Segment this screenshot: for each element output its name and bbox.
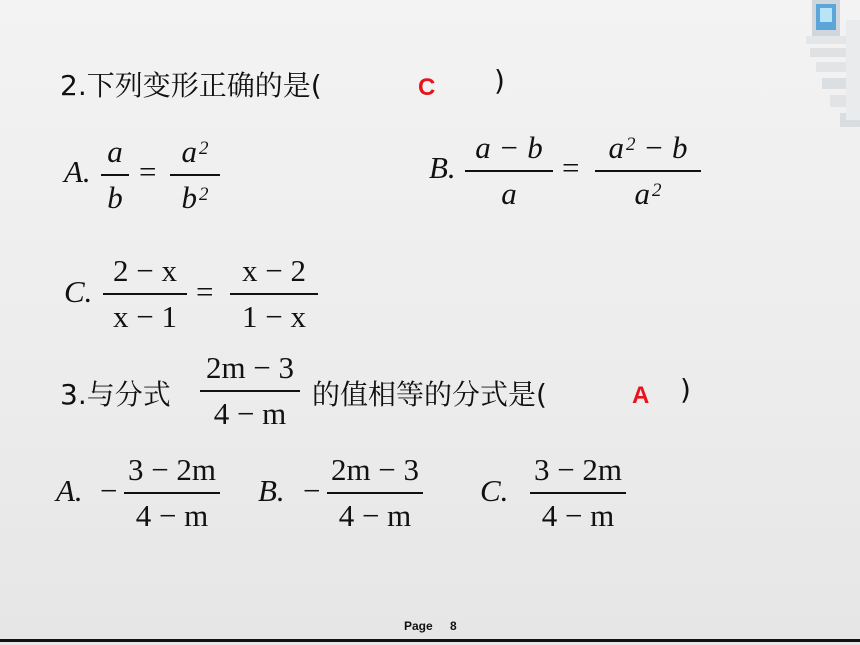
- q3-option-c-fraction: [530, 452, 626, 534]
- q2-option-b-lhs-numerator: a − b: [475, 130, 543, 165]
- q2-option-c-rhs-numerator: x − 2: [242, 253, 306, 288]
- fraction-bar: [124, 492, 220, 494]
- q2-option-b-lhs-fraction: [465, 130, 553, 212]
- q3-option-a-numerator: 3 − 2m: [127, 452, 217, 487]
- q3-option-b-minus: −: [303, 473, 321, 508]
- q2-option-c-lhs-denominator: x − 1: [113, 298, 177, 334]
- q2-option-b-equals: =: [562, 150, 580, 185]
- q3-option-a-letter: A.: [56, 473, 83, 508]
- question-3-close-paren: ): [680, 373, 691, 406]
- q2-option-c-lhs-fraction: [103, 253, 187, 335]
- question-3-answer: A: [632, 382, 650, 409]
- q3-option-b-denominator: 4 − m: [338, 497, 412, 533]
- q2-option-a-rhs-numerator: a $^2$: [181, 134, 209, 169]
- fraction-bar: [327, 492, 423, 494]
- q3-option-c-numerator: 3 − 2m: [533, 452, 623, 487]
- q2-option-b-rhs-numerator: a $^2$ − b: [608, 130, 688, 165]
- q2-option-a-rhs-fraction: [170, 134, 220, 216]
- q2-option-c-rhs-denominator: 1 − x: [242, 298, 306, 334]
- q3-option-b-letter: B.: [258, 473, 285, 508]
- staircase-decoration-icon: [750, 0, 860, 140]
- q3-option-b-fraction: [327, 452, 423, 534]
- question-2-stem: 2.下列变形正确的是(: [60, 69, 322, 102]
- question-2-answer: C: [418, 74, 436, 101]
- fraction-bar: [530, 492, 626, 494]
- q2-option-a-rhs-denominator: b $^2$: [181, 179, 209, 215]
- fraction-bar: [101, 174, 129, 176]
- fraction-bar: [230, 293, 318, 295]
- q2-option-b-rhs-denominator: a $^2$: [634, 175, 662, 211]
- q2-option-b-letter: B.: [429, 150, 456, 185]
- fraction-bar: [200, 390, 300, 392]
- question-3-fraction-numerator: 2m − 3: [205, 350, 295, 385]
- fraction-bar: [465, 170, 553, 172]
- q3-option-b-numerator: 2m − 3: [330, 452, 420, 487]
- q2-option-a-lhs-denominator: b: [107, 179, 123, 215]
- q3-option-c-denominator: 4 − m: [541, 497, 615, 533]
- q2-option-c-equals: =: [196, 274, 214, 309]
- question-2-close-paren: ): [494, 64, 505, 97]
- question-3-stem-suffix: 的值相等的分式是(: [312, 378, 547, 411]
- q3-option-a-fraction: [124, 452, 220, 534]
- page-number: 8: [450, 619, 457, 633]
- question-3-fraction-denominator: 4 − m: [213, 395, 287, 431]
- fraction-bar: [170, 174, 220, 176]
- fraction-bar: [595, 170, 701, 172]
- fraction-bar: [103, 293, 187, 295]
- q3-option-a-denominator: 4 − m: [135, 497, 209, 533]
- q2-option-a-lhs-numerator: a: [107, 134, 123, 169]
- question-3-fraction: [200, 350, 300, 432]
- page-label: Page: [404, 619, 433, 633]
- q2-option-c-letter: C.: [64, 274, 93, 309]
- question-3-stem-prefix: 3.与分式: [60, 378, 171, 411]
- q3-option-a-minus: −: [100, 473, 118, 508]
- q3-option-c-letter: C.: [480, 473, 509, 508]
- q2-option-c-lhs-numerator: 2 − x: [113, 253, 177, 288]
- q2-option-b-lhs-denominator: a: [501, 175, 517, 211]
- q2-option-c-rhs-fraction: [230, 253, 318, 335]
- q2-option-b-rhs-fraction: [595, 130, 701, 212]
- q2-option-a-equals: =: [139, 154, 157, 189]
- q2-option-a-lhs-fraction: [101, 134, 129, 216]
- bottom-border: [0, 639, 860, 642]
- q2-option-a-letter: A.: [64, 154, 91, 189]
